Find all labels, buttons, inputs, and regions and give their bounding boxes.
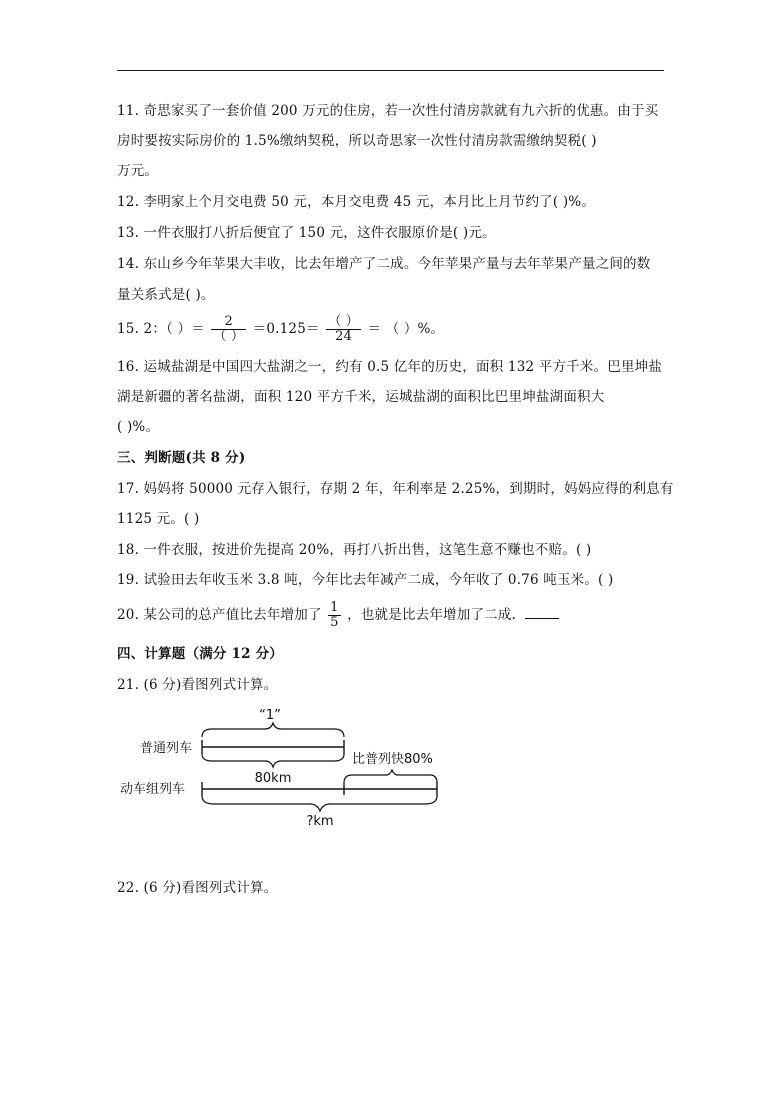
q13: 13. 一件衣服打八折后便宜了 150 元，这件衣服原价是( )元。 [117, 225, 496, 241]
q17-line2: 1125 元。( ) [117, 511, 200, 527]
row1-label: 普通列车 [140, 741, 193, 756]
q20-frac-denominator: 5 [330, 615, 339, 630]
q15 [117, 312, 444, 346]
faster-brace [344, 770, 437, 783]
q11-line1: 11. 奇思家买了一套价值 200 万元的住房，若一次性付清房款就有九六折的优惠。由于买 [117, 103, 659, 119]
faster-label: 比普列快80% [352, 752, 433, 767]
distance-80: 80km [254, 771, 292, 786]
q22: 22. (6 分)看图列式计算。 [117, 880, 278, 896]
q19: 19. 试验田去年收玉米 3.8 吨，今年比去年减产二成，今年收了 0.76 吨玉米。( ) [117, 572, 614, 588]
row2-label: 动车组列车 [120, 782, 186, 797]
q20-frac-numerator: 1 [330, 600, 339, 615]
unknown-distance: ?km [306, 814, 334, 829]
q16-line2: 湖是新疆的著名盐湖，面积 120 平方千米，运城盐湖的面积比巴里坤盐湖面积大 [117, 389, 605, 405]
q14-line2: 量关系式是( )。 [117, 287, 215, 303]
q15-frac2-numerator: （ ） [328, 314, 359, 329]
q17-line1: 17. 妈妈将 50000 元存入银行，存期 2 年，年利率是 2.25%，到期时，妈妈应得的利息有 [117, 481, 674, 497]
q20-prefix: 20. 某公司的总产值比去年增加了 [117, 607, 322, 623]
q15-mid: ＝0.125＝ [252, 321, 320, 337]
q12: 12. 李明家上个月交电费 50 元，本月交电费 45 元，本月比上月节约了( )%。 [117, 194, 596, 210]
q15-fraction-2 [326, 315, 361, 344]
q20-answer-blank [525, 606, 559, 619]
top-brace [202, 723, 344, 737]
q11-line2: 房时要按实际房价的 1.5%缴纳契税，所以奇思家一次性付清房款需缴纳契税( ) [117, 133, 597, 149]
q15-frac1-numerator: 2 [211, 315, 246, 330]
q16-line1: 16. 运城盐湖是中国四大盐湖之一，约有 0.5 亿年的历史，面积 132 平方千米。巴里坤盐 [117, 359, 663, 375]
train-diagram [120, 705, 450, 830]
section-3-title: 三、判断题(共 8 分) [117, 450, 246, 466]
row2-bottom-brace [202, 796, 437, 811]
q20 [117, 598, 559, 632]
q21: 21. (6 分)看图列式计算。 [117, 677, 278, 693]
q11-line3: 万元。 [117, 163, 159, 179]
row1-bottom-brace [202, 754, 344, 767]
q15-suffix: ＝ （ ）%。 [367, 321, 445, 337]
q15-frac1-denominator: （ ） [213, 329, 245, 344]
q16-line3: ( )%。 [117, 419, 160, 435]
section-4-title: 四、计算题（满分 12 分） [117, 646, 283, 662]
q18: 18. 一件衣服，按进价先提高 20%，再打八折出售，这笔生意不赚也不赔。( ) [117, 542, 592, 558]
q15-frac2-denominator: 24 [335, 329, 353, 344]
header-rule [117, 70, 664, 71]
q14-line1: 14. 东山乡今年苹果大丰收，比去年增产了二成。今年苹果产量与去年苹果产量之间的数 [117, 256, 651, 272]
q15-prefix: 15. 2：（ ）＝ [117, 321, 205, 337]
q15-fraction-1 [211, 315, 246, 344]
q20-fraction [328, 601, 340, 630]
label-one: “1” [259, 708, 281, 723]
q20-suffix: ，也就是比去年增加了二成. [347, 607, 517, 623]
